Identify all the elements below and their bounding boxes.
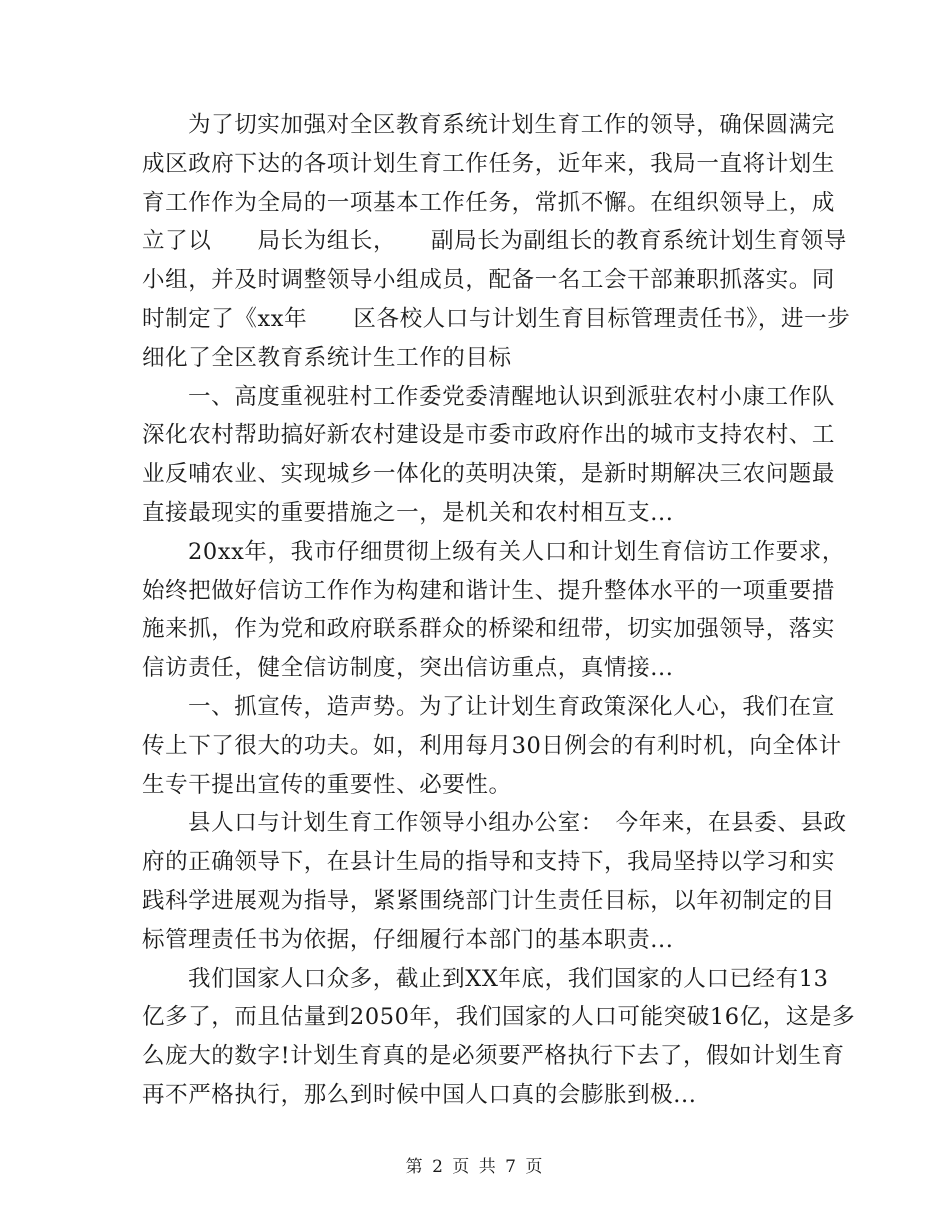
paragraph-2 <box>142 378 836 533</box>
text-line: 再不严格执行，那么到时候中国人口真的会膨胀到极... <box>142 1081 697 1108</box>
paragraph-6 <box>142 960 856 1115</box>
paragraph-5 <box>142 804 847 959</box>
text-line: 时制定了《xx年 区各校人口与计划生育目标管理责任书》，进一步 <box>142 305 851 332</box>
text-line: 一、高度重视驻村工作委党委清醒地认识到派驻农村小康工作队 <box>188 383 835 410</box>
paragraph-3 <box>142 533 846 688</box>
paragraph-1 <box>142 106 851 378</box>
text-line: 我们国家人口众多，截止到XX年底，我们国家的人口已经有13 <box>188 965 829 992</box>
text-line: 施来抓，作为党和政府联系群众的桥梁和纽带，切实加强领导，落实 <box>142 616 836 643</box>
text-line: 细化了全区教育系统计生工作的目标 <box>142 344 512 371</box>
text-line: 亿多了，而且估量到2050年，我们国家的人口可能突破16亿，这是多 <box>142 1004 856 1031</box>
text-line: 20xx年，我市仔细贯彻上级有关人口和计划生育信访工作要求， <box>188 538 846 565</box>
text-line: 传上下了很大的功夫。如，利用每月30日例会的有利时机，向全体计 <box>142 732 842 759</box>
text-line: 成区政府下达的各项计划生育工作任务，近年来，我局一直将计划生 <box>142 150 836 177</box>
text-line: 生专干提出宣传的重要性、必要性。 <box>142 771 512 798</box>
text-line: 为了切实加强对全区教育系统计划生育工作的领导，确保圆满完 <box>188 112 835 138</box>
text-line: 直接最现实的重要措施之一，是机关和农村相互支... <box>142 499 674 526</box>
text-line: 信访责任，健全信访制度，突出信访重点，真情接... <box>142 655 674 682</box>
text-line: 业反哺农业、实现城乡一体化的英明决策，是新时期解决三农问题最 <box>142 461 836 488</box>
text-line: 府的正确领导下，在县计生局的指导和支持下，我局坚持以学习和实 <box>142 849 836 876</box>
text-line: 深化农村帮助搞好新农村建设是市委市政府作出的城市支持农村、工 <box>142 422 836 449</box>
text-line: 践科学进展观为指导，紧紧围绕部门计生责任目标，以年初制定的目 <box>142 887 836 914</box>
text-line: 标管理责任书为依据，仔细履行本部门的基本职责... <box>142 926 674 953</box>
text-line: 育工作作为全局的一项基本工作任务，常抓不懈。在组织领导上，成 <box>142 189 836 216</box>
text-line: 一、抓宣传，造声势。为了让计划生育政策深化人心，我们在宣 <box>188 693 835 720</box>
page-number-footer: 第 2 页 共 7 页 <box>405 1157 545 1177</box>
text-line: 小组，并及时调整领导小组成员，配备一名工会干部兼职抓落实。同 <box>142 267 836 294</box>
text-line: 县人口与计划生育工作领导小组办公室： 今年来，在县委、县政 <box>188 810 847 837</box>
document-body <box>142 106 856 1115</box>
text-line: 么庞大的数字!计划生育真的是必须要严格执行下去了，假如计划生育 <box>142 1043 845 1070</box>
text-line: 立了以 局长为组长， 副局长为副组长的教育系统计划生育领导 <box>142 228 847 255</box>
paragraph-4 <box>142 688 842 804</box>
text-line: 始终把做好信访工作作为构建和谐计生、提升整体水平的一项重要措 <box>142 577 836 604</box>
